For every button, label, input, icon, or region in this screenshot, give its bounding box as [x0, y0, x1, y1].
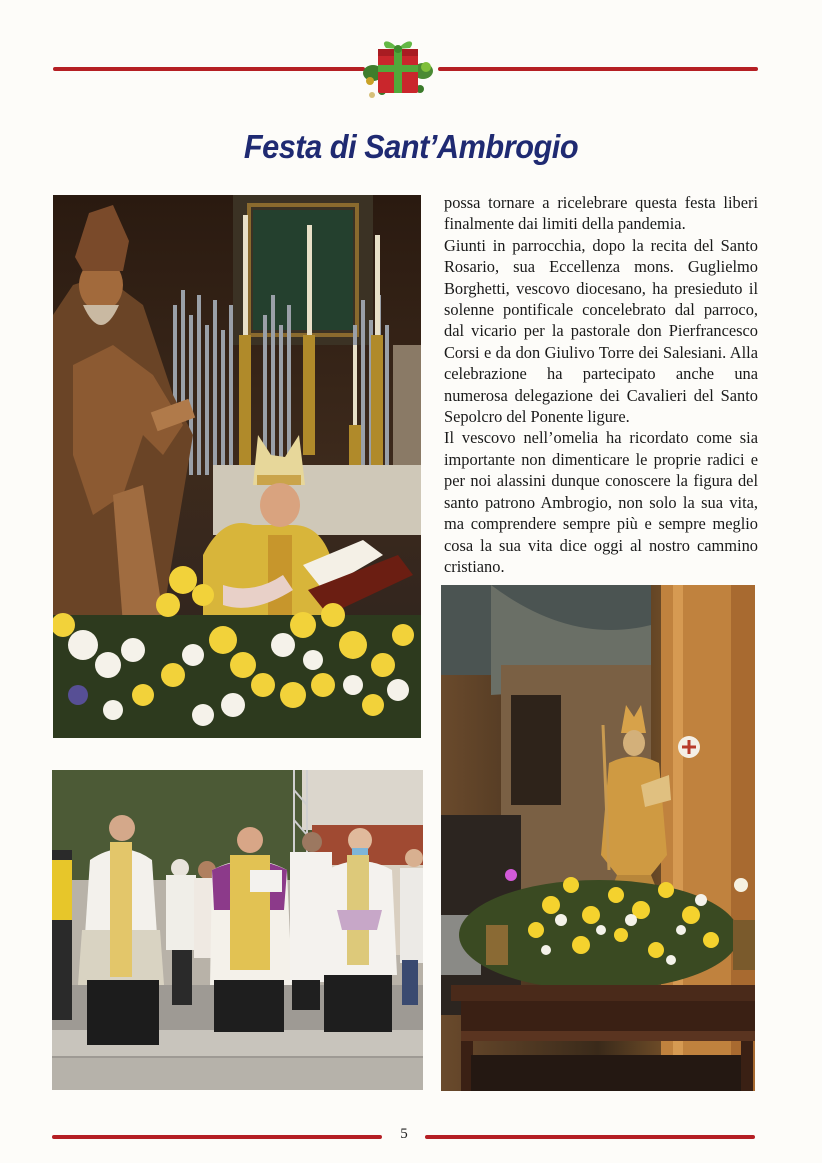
article-paragraph: Il vescovo nell’omelia ha ricordato come sia importante non dimenticare le proprie radici e per noi alassini dunque conoscere la figura del santo patrono Ambrogio, non solo la sua vita, ma comprendere sempre più e sempre meglio cosa la sua vita dice oggi al nostro cammino cristiano. [444, 428, 758, 576]
article-body [444, 192, 758, 577]
bottom-rule-left [52, 1135, 382, 1139]
page-title: Festa di Sant’Ambrogio [243, 128, 579, 165]
page-number: 5 [400, 1126, 408, 1142]
article-paragraph: Giunti in parrocchia, dopo la recita del Santo Rosario, sua Eccellenza mons. Guglielmo Borghetti, vescovo diocesano, ha presieduto il solenne pontificale concelebrato dal parroco, dal vicario per la pastorale don Pierfrancesco Corsi e da don Giulivo Torre dei Salesiani. Alla celebrazione ha partecipato anche una numerosa delegazione dei Cavalieri del Santo Sepolcro del Ponente ligure. [444, 235, 758, 427]
bottom-rule-right [425, 1135, 755, 1139]
top-rule-right [438, 67, 758, 71]
photo-procession [52, 770, 423, 1090]
article-paragraph: possa tornare a ricelebrare questa festa liberi finalmente dai limiti della pandemia. [444, 193, 758, 234]
top-rule-left [53, 67, 365, 71]
photo-bishop-at-altar [53, 195, 421, 738]
photo-saint-statue [441, 585, 755, 1091]
gift-box-icon [360, 35, 436, 101]
